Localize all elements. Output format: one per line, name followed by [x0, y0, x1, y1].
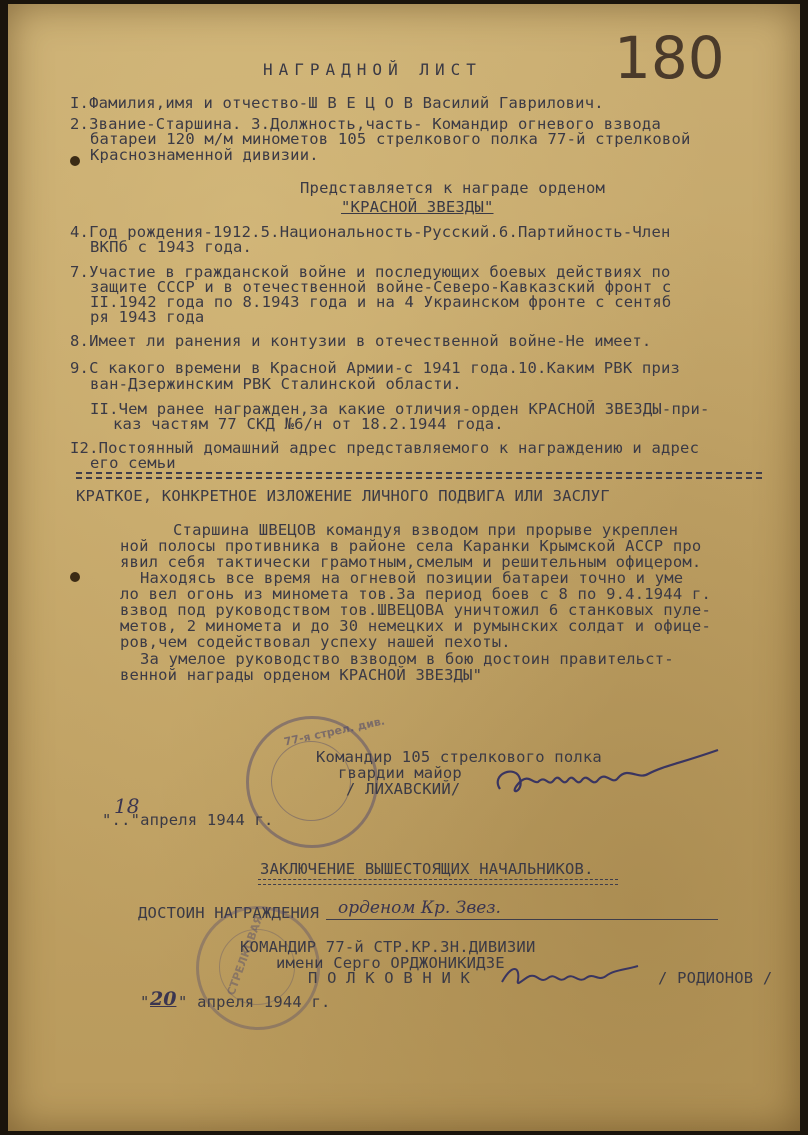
division-name: имени Серго ОРДЖОНИКИДЗЕ: [276, 954, 505, 972]
narrative-line: явил себя тактически грамотным,смелым и решительным офицером.: [120, 553, 702, 571]
line-birth: 4.Год рождения-1912.5.Национальность-Русский.6.Партийность-Член: [70, 223, 671, 241]
commander-rank: гвардии майор: [338, 764, 462, 782]
line-rank: 2.Звание-Старшина. 3.Должность,часть- Командир огневого взвода: [70, 115, 661, 133]
division-commander-name: / РОДИОНОВ /: [658, 969, 773, 987]
handwritten-number: 180: [614, 24, 725, 92]
commander-signature: [488, 744, 738, 814]
narrative-line: метов, 2 миномета и до 30 немецких и румынских солдат и офице-: [120, 617, 711, 635]
division-commander-title: КОМАНДИР 77-й СТР.КР.ЗН.ДИВИЗИИ: [240, 938, 536, 956]
underline: [326, 919, 718, 920]
divider: [76, 472, 762, 474]
presented-for: Представляется к награде орденом: [300, 179, 606, 197]
narrative-line: ло вел огонь из миномета тов.За период боев с 8 по 9.4.1944 г.: [120, 585, 711, 603]
line-awards-2: каз частям 77 СКД №6/н от 18.2.1944 года.: [113, 415, 504, 433]
punch-hole: [70, 156, 80, 166]
narrative-line: ной полосы противника в районе села Каранки Крымской АССР про: [120, 537, 702, 555]
line-service: 9.С какого времени в Красной Армии-с 1941 года.10.Каким РВК приз: [70, 359, 681, 377]
divider: [258, 879, 618, 880]
line-name: I.Фамилия,имя и отчество-Ш В Е Ц О В Василий Гаврилович.: [70, 94, 604, 112]
final-date-quote: ": [140, 993, 150, 1011]
round-stamp: 77-я стрел. див.: [246, 716, 378, 848]
commander-title: Командир 105 стрелкового полка: [316, 748, 602, 766]
line-rank-3: Краснознаменной дивизии.: [90, 146, 319, 164]
narrative-line: взвод под руководством тов.ШВЕЦОВА уничтожил 6 станковых пуле-: [120, 601, 711, 619]
commander-name: / ЛИХАВСКИЙ/: [346, 780, 461, 798]
line-awards: II.Чем ранее награжден,за какие отличия-орден КРАСНОЙ ЗВЕЗДЫ-при-: [90, 400, 710, 418]
section-heading: КРАТКОЕ, КОНКРЕТНОЕ ИЗЛОЖЕНИЕ ЛИЧНОГО ПОДВИГА ИЛИ ЗАСЛУГ: [76, 487, 610, 505]
division-signature: [494, 954, 644, 994]
date-day-handwritten: 18: [114, 794, 140, 818]
worthy-label: ДОСТОИН НАГРАЖДЕНИЯ: [138, 904, 320, 922]
narrative-line: Находясь все время на огневой позиции батареи точно и уме: [140, 569, 684, 587]
line-address-2: его семьи: [90, 454, 176, 472]
divider: [76, 477, 762, 479]
worthy-handwritten: орденом Кр. Звез.: [338, 898, 501, 918]
line-combat: 7.Участие в гражданской войне и последующих боевых действиях по: [70, 263, 671, 281]
line-address: I2.Постоянный домашний адрес представляемого к награждению и адрес: [70, 439, 700, 457]
narrative-line: За умелое руководство взводом в бою достоин правительст-: [140, 650, 674, 668]
narrative-line: венной награды орденом КРАСНОЙ ЗВЕЗДЫ": [120, 666, 483, 684]
line-combat-4: ря 1943 года: [90, 308, 205, 326]
final-date-day: 20: [150, 988, 177, 1010]
final-date: " апреля 1944 г.: [178, 993, 331, 1011]
line-party: ВКПб с 1943 года.: [90, 238, 253, 256]
punch-hole: [70, 572, 80, 582]
line-combat-2: защите СССР и в отечественной войне-Северо-Кавказский фронт с: [90, 278, 672, 296]
signature-date: ".."апреля 1944 г.: [102, 811, 274, 829]
round-stamp: СТРЕЛКОВАЯ: [196, 906, 320, 1030]
page-title: НАГРАДНОЙ ЛИСТ: [263, 60, 482, 79]
line-rank-2: батареи 120 м/м минометов 105 стрелкового полка 77-й стрелковой: [90, 130, 691, 148]
conclusion-heading: ЗАКЛЮЧЕНИЕ ВЫШЕСТОЯЩИХ НАЧАЛЬНИКОВ.: [260, 860, 594, 878]
narrative-line: ров,чем содействовал успеху нашей пехоты.: [120, 633, 511, 651]
narrative-line: Старшина ШВЕЦОВ командуя взводом при прорыве укреплен: [173, 521, 679, 539]
order-name: "КРАСНОЙ ЗВЕЗДЫ": [341, 198, 494, 216]
line-service-2: ван-Дзержинским РВК Сталинской области.: [90, 375, 462, 393]
line-combat-3: II.1942 года по 8.1943 года и на 4 Украинском фронте с сентяб: [90, 293, 672, 311]
line-wounds: 8.Имеет ли ранения и контузии в отечественной войне-Не имеет.: [70, 332, 652, 350]
divider: [258, 884, 618, 885]
division-rank: П О Л К О В Н И К: [308, 969, 471, 987]
award-sheet: [8, 4, 800, 1131]
